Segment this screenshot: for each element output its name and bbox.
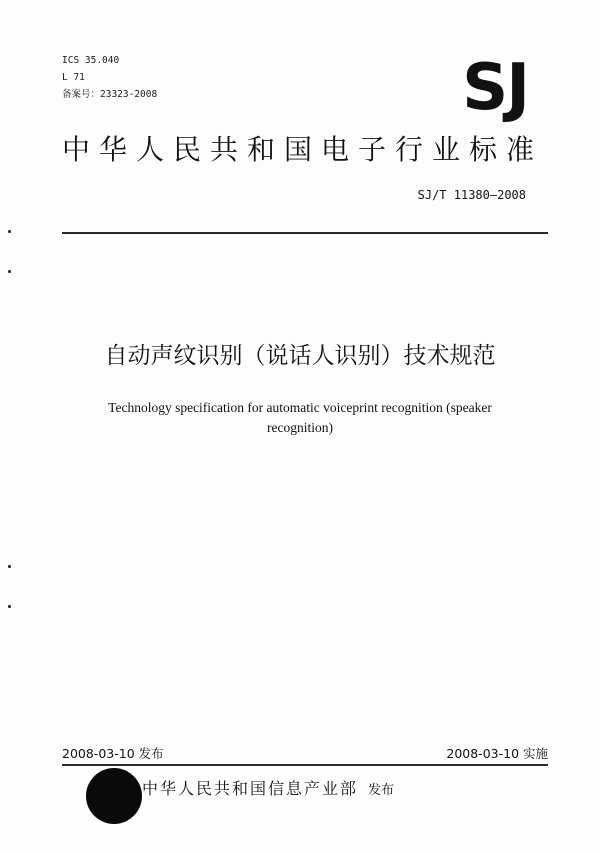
publisher-suffix: 发布 bbox=[368, 783, 395, 798]
publisher-seal bbox=[86, 768, 142, 824]
issue-date: 2008-03-10 发布 bbox=[62, 746, 164, 761]
filing-number: 备案号：23323-2008 bbox=[62, 89, 158, 100]
scan-mark bbox=[8, 230, 11, 233]
document-title-english: Technology specification for automatic voiceprint recognition (speaker recognition) bbox=[108, 400, 492, 435]
implementation-date: 2008-03-10 实施 bbox=[446, 746, 548, 761]
scan-mark bbox=[8, 270, 11, 273]
standard-type-heading: 中华人民共和国电子行业标准 bbox=[62, 133, 544, 166]
scan-mark bbox=[8, 605, 11, 608]
ics-code: ICS 35.040 bbox=[62, 55, 120, 66]
classification-block bbox=[62, 52, 157, 103]
publisher-name: 中华人民共和国信息产业部 bbox=[142, 779, 359, 798]
footer-divider bbox=[62, 764, 548, 766]
scan-mark bbox=[8, 565, 11, 568]
header-divider bbox=[62, 232, 548, 234]
sj-logo: SJ bbox=[462, 51, 528, 125]
class-code: L 71 bbox=[62, 72, 85, 83]
publisher-line bbox=[142, 776, 394, 799]
document-title-chinese: 自动声纹识别（说话人识别）技术规范 bbox=[104, 343, 496, 369]
standard-number: SJ/T 11380—2008 bbox=[417, 188, 526, 202]
